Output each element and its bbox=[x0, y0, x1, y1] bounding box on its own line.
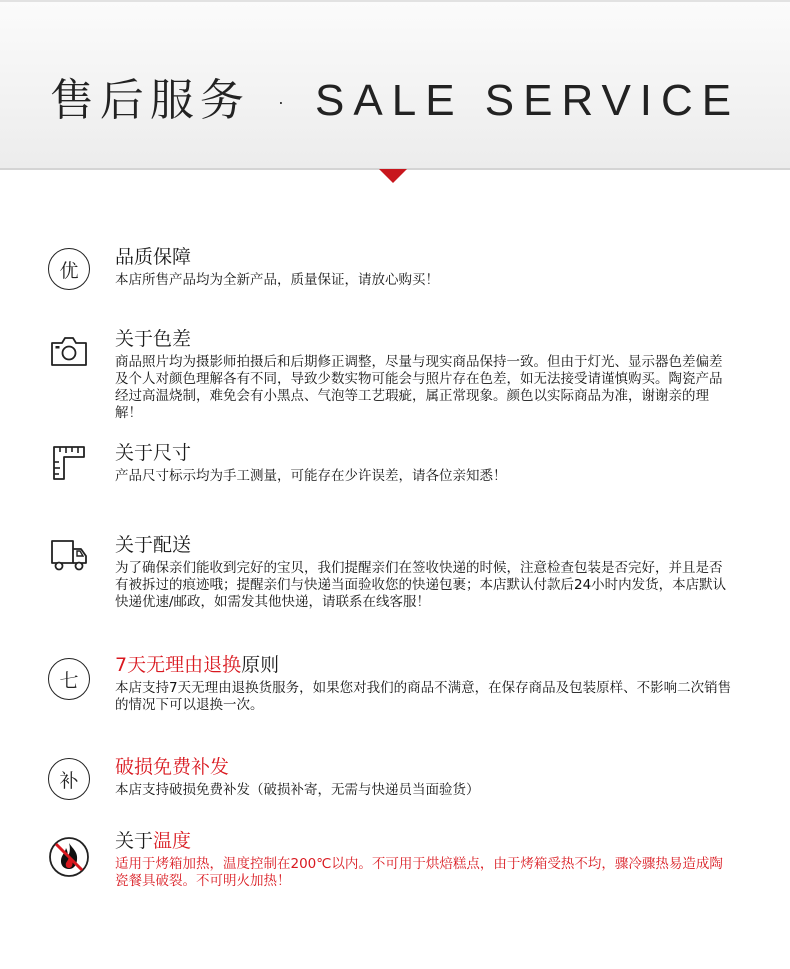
section-body: 为了确保亲们能收到完好的宝贝，我们提醒亲们在签收快递的时候，注意检查包装是否完好，并且是否有被拆过的痕迹哦；提醒亲们与快递当面验收您的快递包裹；本店默认付款后24小时内发货，本店默认快递优速/邮政，如需发其他快递，请联系在线客服！ bbox=[115, 560, 727, 610]
section-title bbox=[115, 830, 735, 852]
seven-days-icon: 七 bbox=[48, 658, 90, 700]
header-banner bbox=[0, 0, 790, 170]
title-cn: 售后服务 bbox=[49, 75, 250, 126]
section-body: 产品尺寸标示均为手工测量，可能存在少许误差，请各位亲知悉！ bbox=[115, 468, 507, 484]
section-title: 关于尺寸 bbox=[115, 442, 192, 464]
section-title: 关于配送 bbox=[115, 534, 192, 556]
ruler-icon bbox=[48, 442, 90, 484]
section-body: 适用于烤箱加热，温度控制在200℃以内。不可用于烘焙糕点，由于烤箱受热不均，骤冷骤热易造成陶瓷餐具破裂。不可明火加热！ bbox=[115, 856, 723, 889]
section-body: 商品照片均为摄影师拍摄后和后期修正调整，尽量与现实商品保持一致。但由于灯光、显示器色差偏差及个人对颜色理解各有不同，导致少数实物可能会与照片存在色差，如无法接受请谨慎购买。陶瓷产品经过高温烧制，难免会有小黑点、气泡等工艺瑕疵，属正常现象。颜色以实际商品为准，谢谢亲的理解！ bbox=[115, 354, 723, 421]
section-title-rest: 原则 bbox=[241, 654, 280, 676]
header-pointer-icon bbox=[379, 169, 407, 183]
quality-badge-icon: 优 bbox=[48, 248, 90, 290]
section-title: 关于色差 bbox=[115, 328, 192, 350]
truck-icon bbox=[48, 534, 90, 576]
section-title: 品质保障 bbox=[115, 246, 192, 268]
section-title: 破损免费补发 bbox=[115, 756, 230, 778]
section-body: 本店支持破损免费补发（破损补寄，无需与快递员当面验货） bbox=[115, 782, 480, 798]
section-title-prefix: 关于 bbox=[115, 830, 154, 852]
section-title-highlight: 温度 bbox=[153, 830, 192, 852]
page-title bbox=[0, 64, 790, 128]
no-fire-icon bbox=[48, 836, 90, 878]
section-body: 本店所售产品均为全新产品，质量保证，请放心购买！ bbox=[115, 272, 439, 288]
section-title-highlight: 7天无理由退换 bbox=[115, 654, 242, 676]
section-body: 本店支持7天无理由退换货服务，如果您对我们的商品不满意，在保存商品及包装原样、不影响二次销售的情况下可以退换一次。 bbox=[115, 680, 732, 713]
title-en: SALE SERVICE bbox=[315, 76, 741, 125]
reissue-badge-icon: 补 bbox=[48, 758, 90, 800]
camera-icon bbox=[48, 330, 90, 372]
title-separator: · bbox=[275, 84, 290, 122]
section-title bbox=[115, 654, 735, 676]
